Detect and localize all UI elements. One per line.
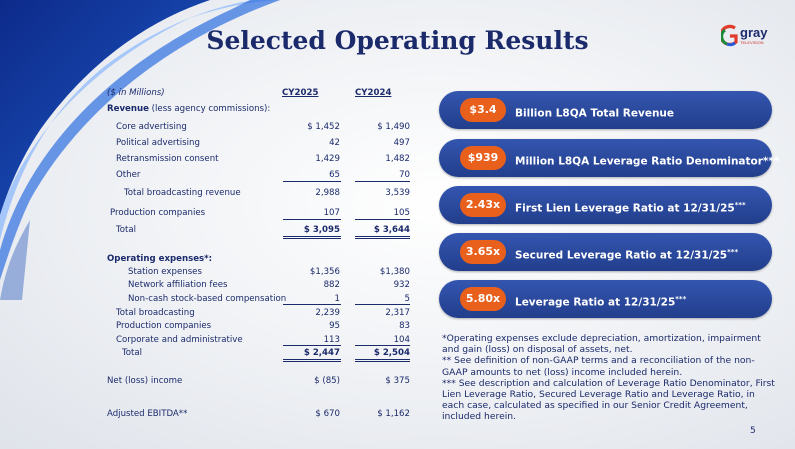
opex-heading: Operating expenses*: [107,254,213,264]
cell-cy2024: 932 [393,280,410,290]
cell-cy2025: 2,239 [315,308,340,318]
row-label: Total [116,225,137,235]
metric-text: Million L8QA Leverage Ratio Denominator*** [515,155,780,168]
cell-cy2025: 1 [334,294,340,304]
total-underline [355,238,410,239]
cell-cy2024: $1,380 [379,267,410,277]
metric-pill-leverage-denominator [439,139,780,177]
cell-cy2024: $ 1,490 [377,122,410,132]
logo-subtitle: TELEVISION [740,40,764,45]
row-label: Total broadcasting revenue [124,188,241,198]
metric-pill-total-revenue [439,91,772,129]
cell-cy2024: $ 1,162 [377,409,410,419]
metric-badge: 5.80x [460,287,506,311]
metric-badge: 3.65x [460,240,506,264]
metric-pill-first-lien [439,186,772,224]
page-title: Selected Operating Results [206,26,589,55]
cell-cy2024: 70 [399,170,410,180]
row-label: Political advertising [116,138,200,148]
cell-cy2024: 3,539 [385,188,410,198]
cell-cy2025: 2,988 [315,188,340,198]
cell-cy2024: $ 2,504 [373,348,410,358]
subtotal-underline [355,219,410,220]
cell-cy2024: 497 [393,138,410,148]
cell-cy2024: 83 [399,321,410,331]
footnote: ** See definition of non-GAAP terms and a reconciliation of the non-GAAP amounts to net (loss) income included herein. [442,355,755,378]
row-label: Production companies [116,321,212,331]
cell-cy2024: 104 [393,335,410,345]
cell-cy2025: $ 1,452 [307,122,340,132]
footnote: *** See description and calculation of Leverage Ratio Denominator, First Lien Leverage Ratio, Secured Leverage Ratio and Leverage Ratio, in each case, calculated as specified in our Senior Credit Agreement, included herein. [442,377,775,423]
subtotal-underline [283,219,341,220]
metric-badge: $939 [460,146,506,170]
row-label: Network affiliation fees [128,280,228,290]
cell-cy2024: 2,317 [385,308,410,318]
metric-pill-leverage-ratio [439,280,772,318]
row-label: Other [116,170,141,180]
row-label: Core advertising [116,122,187,132]
logo-wordmark: gray [740,25,768,40]
cell-cy2024: $ 375 [385,376,410,386]
revenue-heading: Revenue (less agency commissions): [107,104,271,114]
row-label: Non-cash stock-based compensation [128,294,287,304]
cell-cy2025: 65 [329,170,340,180]
cell-cy2025: $ 2,447 [303,348,340,358]
metric-text: First Lien Leverage Ratio at 12/31/25*** [515,201,746,215]
column-header-cy2025: CY2025 [282,88,319,98]
total-underline [355,359,410,360]
subtotal-underline [283,304,341,305]
row-label: Production companies [110,208,206,218]
metric-text: Leverage Ratio at 12/31/25*** [515,295,687,309]
gray-logo-icon [721,24,739,48]
metric-badge: 2.43x [460,193,506,217]
total-underline [355,361,410,362]
cell-cy2025: 107 [323,208,340,218]
metric-text: Billion L8QA Total Revenue [515,107,675,120]
cell-cy2025: 113 [323,335,340,345]
metric-pill-secured-leverage [439,233,772,271]
cell-cy2025: 42 [329,138,340,148]
row-label: Total broadcasting [116,308,195,318]
cell-cy2024: 105 [393,208,410,218]
footnote: *Operating expenses exclude depreciation, amortization, impairment and gain (loss) on disposal of assets, net. [442,333,761,356]
cell-cy2025: $ 3,095 [303,225,340,235]
subtotal-underline [355,181,410,182]
total-underline [355,236,410,237]
subtotal-underline [283,345,341,346]
total-underline [283,238,341,239]
cell-cy2025: $ 670 [315,409,340,419]
gray-logo [721,24,781,52]
cell-cy2024: 1,482 [385,154,410,164]
total-underline [283,361,341,362]
cell-cy2025: 1,429 [315,154,340,164]
row-label: Retransmission consent [116,154,219,164]
row-label: Station expenses [128,267,202,277]
metric-badge: $3.4 [460,98,506,122]
units-label: ($ in Millions) [107,88,165,98]
page-number: 5 [750,426,756,436]
column-header-cy2024: CY2024 [355,88,392,98]
row-label: Adjusted EBITDA** [107,409,188,419]
row-label: Total [122,348,143,358]
cell-cy2025: 95 [329,321,340,331]
cell-cy2024: 5 [404,294,410,304]
cell-cy2024: $ 3,644 [373,225,410,235]
cell-cy2025: $ (85) [314,376,340,386]
row-label: Corporate and administrative [116,335,243,345]
total-underline [283,359,341,360]
row-label: Net (loss) income [107,376,183,386]
cell-cy2025: 882 [323,280,340,290]
subtotal-underline [355,304,410,305]
cell-cy2025: $1,356 [309,267,340,277]
footnotes [442,333,777,423]
subtotal-underline [283,181,341,182]
subtotal-underline [355,345,410,346]
metric-text: Secured Leverage Ratio at 12/31/25*** [515,248,739,262]
total-underline [283,236,341,237]
